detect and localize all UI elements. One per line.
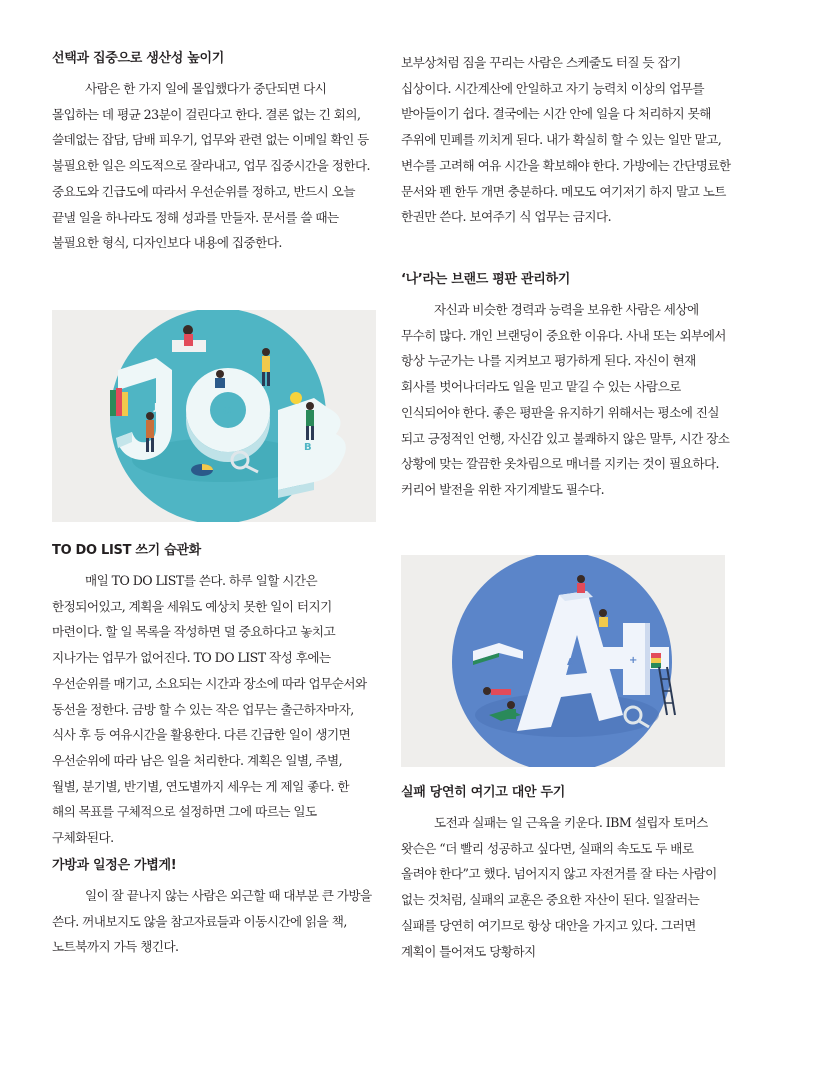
person-sitting [215,370,225,388]
person-reading [599,609,608,627]
section-paragraph: 자신과 비슷한 경력과 능력을 보유한 사람은 세상에 무수히 많다. 개인 브랜딩이 중요한 이유다. 사내 또는 외부에서 항상 누군가는 나를 지켜보고 평가하게 된다. 자신이 현재 회사를 벗어나더라도 일을 믿고 맡길 수 있는 사람으로 인식되어야 한다. 좋은 평판을 유지하기 위해서는 평소에 진실 되고 긍정적인 언행, 자신감 있고 불쾌하지 않은 말투, 시간 장소 상황에 맞는 깔끔한 옷차림으로 매너를 지키는 것이 필요하다. 커리어 발전을 위한 자기계발도 필수다. [401,302,730,497]
section-heading: ‘나’라는 브랜드 평판 관리하기 [401,272,571,287]
job-illustration-graphic [52,310,376,522]
section-heading: TO DO LIST 쓰기 습관화 [52,543,201,558]
books-stack [110,388,128,416]
person-top [577,575,585,593]
section-paragraph: 사람은 한 가지 일에 몰입했다가 중단되면 다시 몰입하는 데 평균 23분이 걸린다고 한다. 결론 없는 긴 회의, 쓸데없는 잡담, 담배 피우기, 업무와 관련 없는 이메일 확인 등 불필요한 일은 의도적으로 잘라내고, 업무 집중시간을 정한다. 중요도와 긴급도에 따라서 우선순위를 정하고, 반드시 오늘 끝낼 일을 하나라도 정해 성과를 만들자. 문서를 쓸 때는 불필요한 형식, 디자인보다 내용에 집중한다. [52,81,371,251]
job-letter-b: B [304,442,312,453]
section-focus [52,50,372,256]
grade-letter-plus: + [629,655,638,666]
job-letter-o: O [223,406,232,417]
job-illustration [52,310,376,522]
section-heading: 실패 당연히 여기고 대안 두기 [401,785,565,800]
grade-letter-a: A [567,657,575,668]
section-bag-continued [401,50,731,230]
job-letter-j: J [154,402,158,413]
section-heading: 선택과 집중으로 생산성 높이기 [52,51,225,66]
grade-illustration [401,555,725,767]
section-heading: 가방과 일정은 가볍게! [52,858,177,873]
grade-illustration-graphic [401,555,725,767]
section-failure [401,784,731,964]
pie-chart-icon [191,464,213,476]
section-paragraph: 일이 잘 끝나지 않는 사람은 외근할 때 대부분 큰 가방을 쓴다. 꺼내보지도 않을 참고자료들과 이동시간에 읽을 책, 노트북까지 가득 챙긴다. [52,888,372,955]
books-stack [651,653,661,668]
section-paragraph: 보부상처럼 짐을 꾸리는 사람은 스케줄도 터질 듯 잡기 십상이다. 시간계산에 안일하고 자기 능력치 이상의 업무를 받아들이기 쉽다. 결국에는 시간 안에 일을 다 처리하지 못해 주위에 민폐를 끼치게 된다. 내가 확실히 할 수 있는 일만 맡고, 변수를 고려해 여유 시간을 확보해야 한다. 가방에는 간단명료한 문서와 펜 한두 개면 충분하다. 메모도 여기저기 하지 말고 노트 한권만 쓴다. 보여주기 식 업무는 금지다. [401,55,731,225]
section-brand [401,271,731,503]
section-paragraph: 도전과 실패는 일 근육을 키운다. IBM 설립자 토머스 왓슨은 “더 빨리 성공하고 싶다면, 실패의 속도도 두 배로 올려야 한다”고 했다. 넘어지지 않고 자전거를 잘 타는 사람이 없는 것처럼, 실패의 교훈은 중요한 자산이 된다. 일잘러는 실패를 당연히 여기므로 항상 대안을 가지고 있다. 그러면 계획이 틀어져도 당황하지 [401,815,717,959]
section-todo [52,542,372,851]
section-bag [52,857,372,960]
section-paragraph: 매일 TO DO LIST를 쓴다. 하루 일할 시간은 한정되어있고, 계획을 세워도 예상치 못한 일이 터지기 마련이다. 할 일 목록을 작성하면 덜 중요하다고 놓치고 지나가는 업무가 없어진다. TO DO LIST 작성 후에는 우선순위를 매기고, 소요되는 시간과 장소에 따라 업무순서와 동선을 정한다. 금방 할 수 있는 작은 업무는 출근하자마자, 식사 후 등 여유시간을 활용한다. 다른 긴급한 일이 생기면 우선순위에 따라 남은 일을 처리한다. 계획은 일별, 주별, 월별, 분기별, 반기별, 연도별까지 세우는 게 제일 좋다. 한 해의 목표를 구체적으로 설정하면 그에 따르는 일도 구체화된다. [52,573,367,846]
